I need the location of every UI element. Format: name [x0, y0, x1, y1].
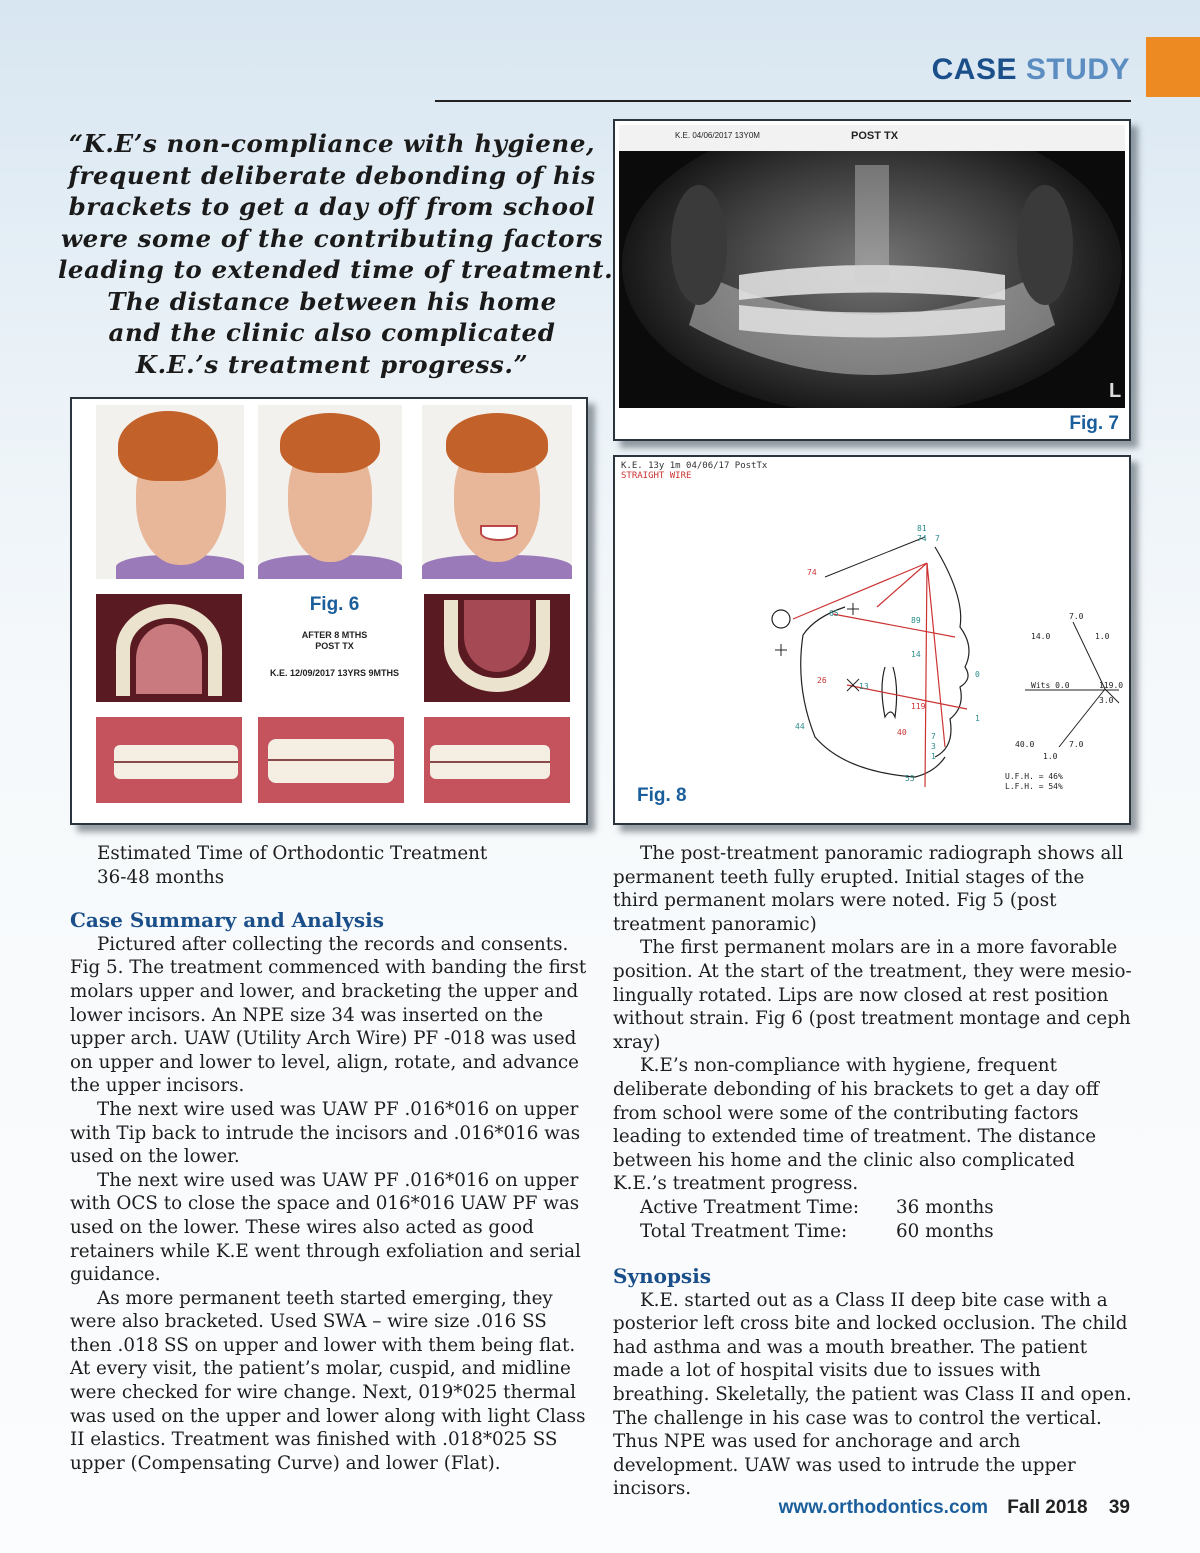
pull-quote-line: were some of the contributing factors [60, 223, 604, 253]
right-buccal-photo [96, 717, 242, 803]
section-title-word1: CASE [931, 53, 1017, 86]
section-title-word2: STUDY [1025, 53, 1130, 86]
ceph-value: 55 [905, 774, 915, 783]
panoramic-xray-image [619, 125, 1125, 408]
body-paragraph: As more permanent teeth started emerging, they were also bracketed. Used SWA – wire size .016 SS then .018 SS on upper and lower with them being flat. At every visit, the patient’s molar, cuspid, and midline were checked for wire change. Next, 019*025 thermal was used on the upper and lower along with light Class II elastics. Treatment was finished with .018*025 SS upper (Compensating Curve) and lower (Flat). [70, 1287, 586, 1474]
ceph-side-value: 7.0 [1069, 612, 1084, 621]
upper-occlusal-photo [96, 594, 242, 702]
ceph-value: 14 [911, 650, 921, 659]
ceph-side-value: 1.0 [1095, 632, 1110, 641]
figure-6-montage [70, 397, 588, 825]
estimated-time-label: Estimated Time of Orthodontic Treatment [97, 843, 488, 864]
active-treatment-row [613, 1196, 1133, 1220]
ceph-value: 89 [911, 616, 921, 625]
figure-8-label: Fig. 8 [637, 785, 687, 806]
xray-side-marker: L [1109, 380, 1122, 402]
pull-quote-line: and the clinic also complicated [108, 318, 556, 347]
active-treatment-label: Active Treatment Time: [640, 1196, 860, 1218]
synopsis-heading: Synopsis [613, 1264, 712, 1289]
ceph-side-value: L.F.H. = 54% [1005, 782, 1063, 791]
ceph-value: 0 [975, 670, 980, 679]
ceph-value: 13 [859, 682, 869, 691]
ceph-value: 1 [931, 752, 936, 761]
body-paragraph: K.E. started out as a Class II deep bite case with a posterior left cross bite and locked occlusion. The child had asthma and was a mouth breather. The patient made a lot of hospital visits due to issues with breathing. Skeletally, the patient was Class II and open. The challenge in his case was to control the vertical. Thus NPE was used for anchorage and arch development. UAW was used to intrude the upper incisors. [613, 1289, 1132, 1500]
ceph-value: 74 [917, 534, 927, 543]
total-treatment-value: 60 months [896, 1220, 994, 1242]
pull-quote-line: brackets to get a day off from school [68, 192, 596, 221]
figure-7-label: Fig. 7 [1069, 413, 1119, 434]
ceph-side-value: 40.0 [1015, 740, 1035, 749]
case-summary-heading: Case Summary and Analysis [70, 908, 385, 933]
ceph-value: 44 [795, 722, 805, 731]
pull-quote-line: frequent deliberate debonding of his [68, 160, 596, 190]
section-title [932, 53, 1130, 87]
total-treatment-label: Total Treatment Time: [640, 1220, 848, 1242]
footer-url[interactable]: www.orthodontics.com [778, 1497, 989, 1518]
left-buccal-photo [424, 717, 570, 803]
ceph-value: 81 [917, 524, 927, 533]
body-paragraph: The first permanent molars are in a more favorable position. At the start of the treatment, they were mesio-lingually rotated. Lips are now closed at rest position without strain. Fig 6 (post treatment montage and ceph xray) [613, 937, 1132, 1053]
footer-issue: Fall 2018 [1007, 1497, 1088, 1518]
active-treatment-value: 36 months [896, 1196, 994, 1218]
panoramic-xray-graphic [619, 125, 1125, 408]
ceph-value: 7 [935, 534, 940, 543]
ceph-header-line1: K.E. 13y 1m 04/06/17 PostTx [621, 461, 768, 471]
page-footer [779, 1497, 1130, 1519]
figure-6-label: Fig. 6 [309, 594, 360, 615]
ceph-side-value: 1.0 [1043, 752, 1058, 761]
figure-6-caption-line: AFTER 8 MTHS [301, 630, 368, 640]
ceph-side-value: 14.0 [1031, 632, 1051, 641]
ceph-value: 119 [911, 702, 926, 711]
body-paragraph: The next wire used was UAW PF .016*016 on upper with Tip back to intrude the incisors and .016*016 was used on the lower. [70, 1098, 581, 1168]
pull-quote [58, 128, 614, 380]
ceph-side-value: 119.0 [1099, 681, 1124, 690]
ceph-value: 40 [897, 728, 907, 737]
body-paragraph: The next wire used was UAW PF .016*016 on upper with OCS to close the space and 016*016 UAW PF was used on the lower. These wires also acted as good retainers while K.E went through exfoliation and serial guidance. [70, 1169, 581, 1286]
pull-quote-line: K.E.’s treatment progress.” [135, 349, 529, 379]
ceph-value: 26 [817, 676, 827, 685]
section-tab [1146, 37, 1200, 97]
body-paragraph: Pictured after collecting the records and consents. Fig 5. The treatment commenced with banding the first molars upper and lower, and bracketing the upper and lower incisors. An NPE size 34 was inserted on the upper arch. UAW (Utility Arch Wire) PF -018 was used on upper and lower to level, align, rotate, and advance the upper incisors. [70, 933, 587, 1097]
figure-8-ceph-tracing [613, 455, 1131, 825]
ceph-side-value: Wits 0.0 [1031, 681, 1070, 690]
figure-7-panoramic [613, 119, 1131, 441]
page-number: 39 [1108, 1497, 1130, 1518]
ceph-side-value: 7.0 [1069, 740, 1084, 749]
figure-6-caption-line: K.E. 12/09/2017 13YRS 9MTHS [269, 668, 400, 678]
total-treatment-row [613, 1220, 1133, 1244]
pull-quote-line: The distance between his home [107, 286, 557, 316]
pull-quote-line: leading to extended time of treatment. [58, 255, 614, 284]
ceph-value: 1 [975, 714, 980, 723]
frontal-intraoral-photo [258, 717, 404, 803]
xray-title: POST TX [851, 130, 899, 142]
lower-occlusal-photo [424, 594, 570, 702]
ceph-header-line2: STRAIGHT WIRE [621, 471, 692, 481]
xray-caption-strip [619, 125, 1125, 151]
ceph-value: 7 [931, 732, 936, 741]
ceph-side-value: U.F.H. = 46% [1005, 772, 1063, 781]
body-paragraph: K.E’s non-compliance with hygiene, frequent deliberate debonding of his brackets to get a day off from school were some of the contributing factors leading to extended time of treatment. The distance between his home and the clinic also complicated K.E.’s treatment progress. [613, 1055, 1099, 1195]
profile-photo [96, 405, 244, 579]
right-text-column [613, 842, 1133, 1501]
pull-quote-line: “K.E’s non-compliance with hygiene, [68, 129, 596, 158]
frontal-photo [258, 405, 402, 579]
left-text-column [70, 842, 592, 1475]
smile-photo [422, 405, 572, 579]
ceph-value: 74 [807, 568, 817, 577]
header-divider [435, 100, 1131, 102]
figure-6-caption [262, 594, 407, 679]
estimated-time-value: 36-48 months [97, 866, 225, 888]
ceph-value: 3 [931, 742, 936, 751]
ceph-side-value: 3.0 [1099, 696, 1114, 705]
body-paragraph: The post-treatment panoramic radiograph shows all permanent teeth fully erupted. Initial stages of the third permanent molars were noted. Fig 5 (post treatment panoramic) [613, 843, 1124, 935]
ceph-value: 65 [829, 609, 839, 618]
figure-6-caption-line: POST TX [315, 641, 354, 651]
ceph-tracing-graphic [615, 457, 1129, 823]
xray-patient-id: K.E. 04/06/2017 13Y0M [675, 131, 760, 140]
